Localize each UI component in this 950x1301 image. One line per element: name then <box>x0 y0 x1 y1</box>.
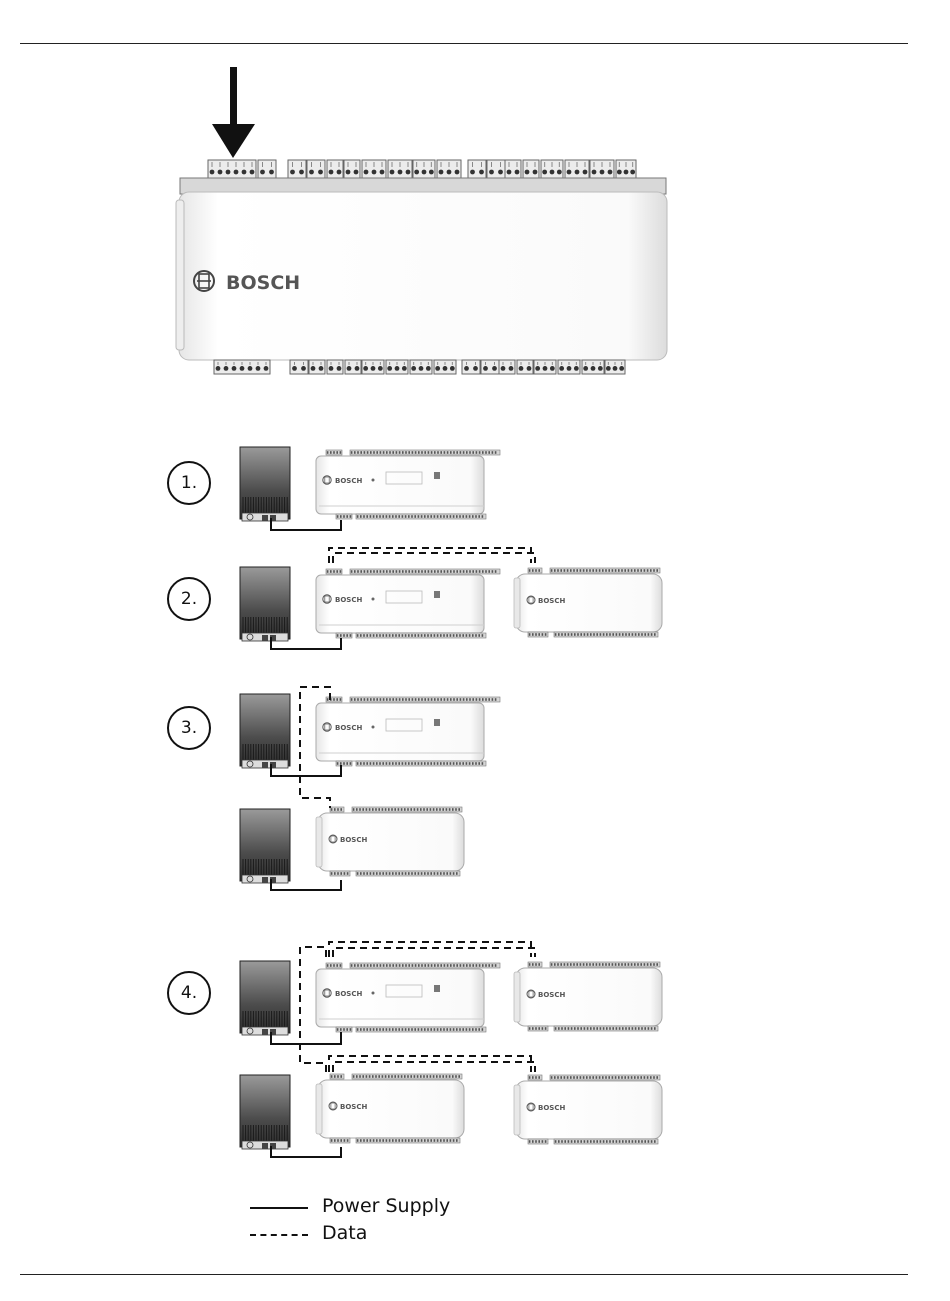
power-supply-unit <box>240 694 290 768</box>
terminal-block <box>345 360 361 374</box>
terminal-block <box>565 160 589 180</box>
terminal-block <box>214 360 270 374</box>
terminal-block <box>309 360 325 374</box>
terminal-block <box>413 160 435 180</box>
data-wire <box>329 942 531 957</box>
data-wire <box>333 948 535 957</box>
terminal-block <box>582 360 604 374</box>
access-controller <box>316 450 500 519</box>
terminal-block <box>327 160 343 180</box>
step-badge-1: 1. <box>167 461 211 505</box>
extension-module <box>316 807 464 876</box>
brand-logo-text: BOSCH <box>335 990 363 998</box>
terminal-block <box>523 160 539 180</box>
legend-power-supply: Power Supply <box>322 1195 451 1217</box>
power-supply-unit <box>240 809 290 883</box>
terminal-block <box>468 160 486 180</box>
terminal-block <box>410 360 432 374</box>
power-supply-unit <box>240 1075 290 1149</box>
main-controller <box>176 67 667 374</box>
terminal-block <box>558 360 580 374</box>
terminal-block <box>327 360 343 374</box>
top-terminal-strip <box>208 160 636 180</box>
power-supply-unit <box>240 447 290 521</box>
data-wire <box>333 553 535 563</box>
terminal-block <box>534 360 556 374</box>
extension-module <box>514 568 662 637</box>
step-badge-4: 4. <box>167 971 211 1015</box>
terminal-block <box>505 160 521 180</box>
power-supply-unit <box>240 567 290 641</box>
brand-logo-text: BOSCH <box>340 1103 368 1111</box>
brand-logo-text: BOSCH <box>335 477 363 485</box>
brand-logo-text: BOSCH <box>538 597 566 605</box>
brand-logo-text: BOSCH <box>335 596 363 604</box>
terminal-block <box>605 360 625 374</box>
bosch-logo-icon <box>194 271 214 291</box>
bottom-terminal-strip <box>214 360 625 374</box>
power-supply-unit <box>240 961 290 1035</box>
extension-module <box>514 962 662 1031</box>
terminal-block <box>499 360 515 374</box>
arrow-down-icon <box>212 67 255 158</box>
terminal-block <box>344 160 360 180</box>
legend-solid-line <box>250 1207 308 1209</box>
brand-logo-text: BOSCH <box>340 836 368 844</box>
terminal-block <box>307 160 325 180</box>
access-controller <box>316 569 500 638</box>
terminal-block <box>258 160 276 180</box>
brand-logo-text: BOSCH <box>538 1104 566 1112</box>
terminal-block <box>388 160 412 180</box>
terminal-block <box>541 160 563 180</box>
data-wire <box>329 1056 531 1072</box>
legend-data: Data <box>322 1222 368 1244</box>
data-wire <box>329 548 531 563</box>
access-controller <box>316 697 500 766</box>
terminal-block <box>462 360 480 374</box>
terminal-block <box>590 160 614 180</box>
terminal-block <box>288 160 306 180</box>
terminal-block <box>290 360 308 374</box>
terminal-block <box>487 160 505 180</box>
terminal-block <box>434 360 456 374</box>
extension-module <box>514 1075 662 1144</box>
data-wire <box>333 1062 535 1072</box>
terminal-block <box>208 160 256 180</box>
step-badge-2: 2. <box>167 577 211 621</box>
terminal-block <box>362 360 384 374</box>
terminal-block <box>437 160 461 180</box>
legend-dashed-line <box>250 1234 308 1236</box>
brand-logo-text: BOSCH <box>335 724 363 732</box>
terminal-block <box>517 360 533 374</box>
brand-logo-text: BOSCH <box>226 272 301 294</box>
terminal-block <box>616 160 636 180</box>
extension-module <box>316 1074 464 1143</box>
step-badge-3: 3. <box>167 706 211 750</box>
terminal-block <box>386 360 408 374</box>
brand-logo-text: BOSCH <box>538 991 566 999</box>
access-controller <box>316 963 500 1032</box>
terminal-block <box>362 160 386 180</box>
terminal-block <box>481 360 499 374</box>
